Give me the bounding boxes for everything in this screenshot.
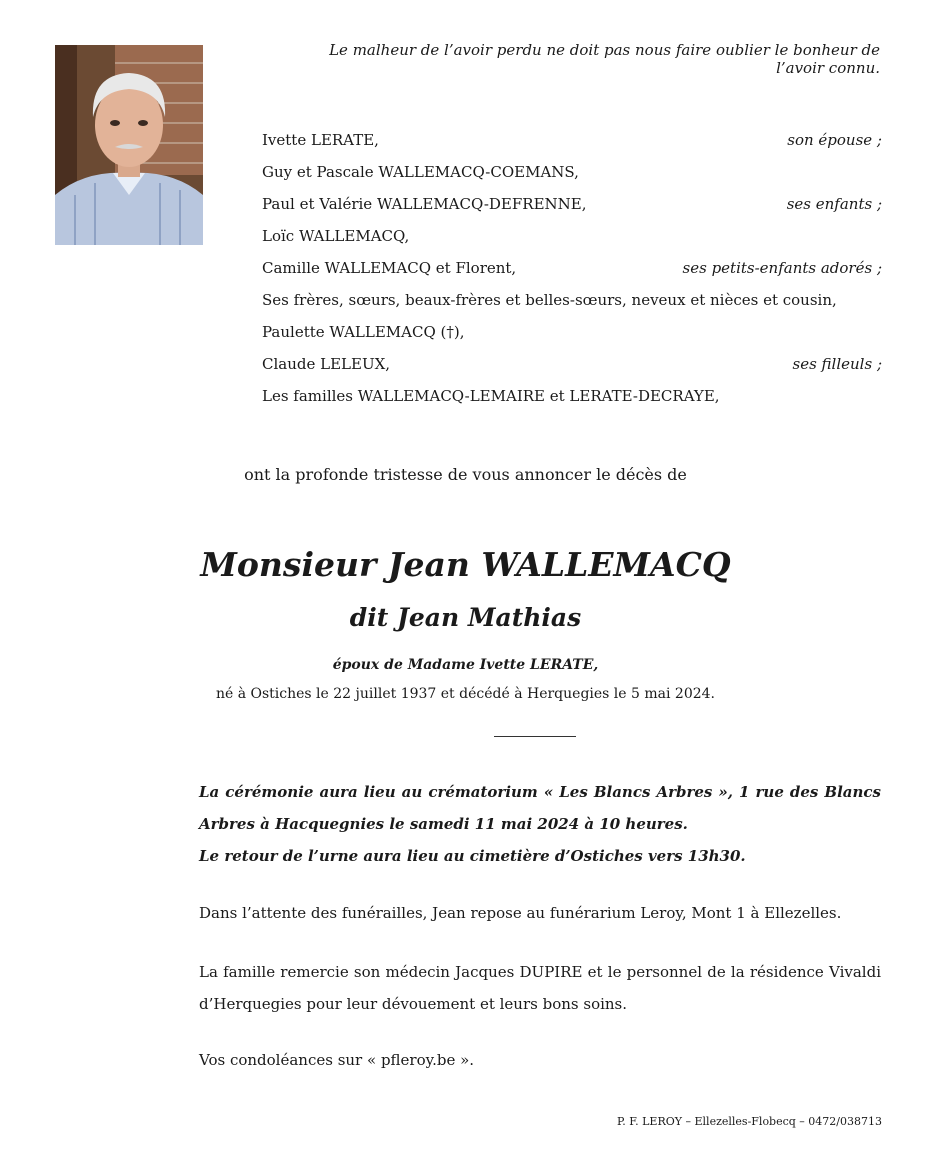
family-row — [262, 128, 882, 160]
family-relation: ses filleuls ; — [792, 355, 882, 373]
family-member: Ivette LERATE, — [262, 131, 379, 149]
family-list — [262, 128, 882, 416]
ceremony-info — [199, 776, 881, 872]
family-member: Camille WALLEMACQ et Florent, — [262, 259, 517, 277]
family-member: Guy et Pascale WALLEMACQ-COEMANS, — [262, 163, 579, 181]
family-row — [262, 192, 882, 224]
family-relation: son épouse ; — [787, 131, 882, 149]
family-row — [262, 320, 882, 352]
family-relation: ses petits-enfants adorés ; — [682, 259, 882, 277]
family-row — [262, 256, 882, 288]
announcement: ont la profonde tristesse de vous annoncer le décès de — [244, 465, 687, 484]
family-row — [262, 224, 882, 256]
spouse-line: époux de Madame Ivette LERATE, — [332, 657, 599, 673]
funerarium-paragraph: Dans l’attente des funérailles, Jean repose au funérarium Leroy, Mont 1 à Ellezelles. — [199, 904, 842, 922]
family-member: Claude LELEUX, — [262, 355, 391, 373]
family-member: Loïc WALLEMACQ, — [262, 227, 410, 245]
condolences-paragraph: Vos condoléances sur « pfleroy.be ». — [199, 1051, 475, 1069]
deceased-name: Monsieur Jean WALLEMACQ — [200, 545, 731, 584]
divider — [494, 736, 576, 737]
ceremony-line: La cérémonie aura lieu au crématorium « Les Blancs Arbres », 1 rue des Blancs Arbres à Hacquegnies le samedi 11 mai 2024 à 10 heures. — [199, 783, 881, 833]
footer-contact: P. F. LEROY – Ellezelles-Flobecq – 0472/038713 — [617, 1115, 882, 1128]
family-relation: ses enfants ; — [786, 195, 882, 213]
birth-death-line: né à Ostiches le 22 juillet 1937 et décédé à Herquegies le 5 mai 2024. — [215, 686, 716, 702]
family-row — [262, 160, 882, 192]
family-member: Ses frères, sœurs, beaux-frères et belles-sœurs, neveux et nièces et cousin, — [262, 291, 837, 309]
portrait-photo — [55, 45, 203, 245]
family-row — [262, 288, 882, 320]
quote: Le malheur de l’avoir perdu ne doit pas nous faire oublier le bonheur de l’avoir connu. — [329, 41, 880, 77]
family-row — [262, 384, 882, 416]
family-member: Paul et Valérie WALLEMACQ-DEFRENNE, — [262, 195, 587, 213]
urn-line: Le retour de l’urne aura lieu au cimetière d’Ostiches vers 13h30. — [199, 847, 746, 865]
deceased-alias: dit Jean Mathias — [349, 603, 582, 632]
family-member: Paulette WALLEMACQ (†), — [262, 323, 465, 341]
family-member: Les familles WALLEMACQ-LEMAIRE et LERATE-DECRAYE, — [262, 387, 720, 405]
thanks-paragraph: La famille remercie son médecin Jacques DUPIRE et le personnel de la résidence Vivaldi d’Herquegies pour leur dévouement et leurs bons soins. — [199, 963, 881, 1013]
family-row — [262, 352, 882, 384]
